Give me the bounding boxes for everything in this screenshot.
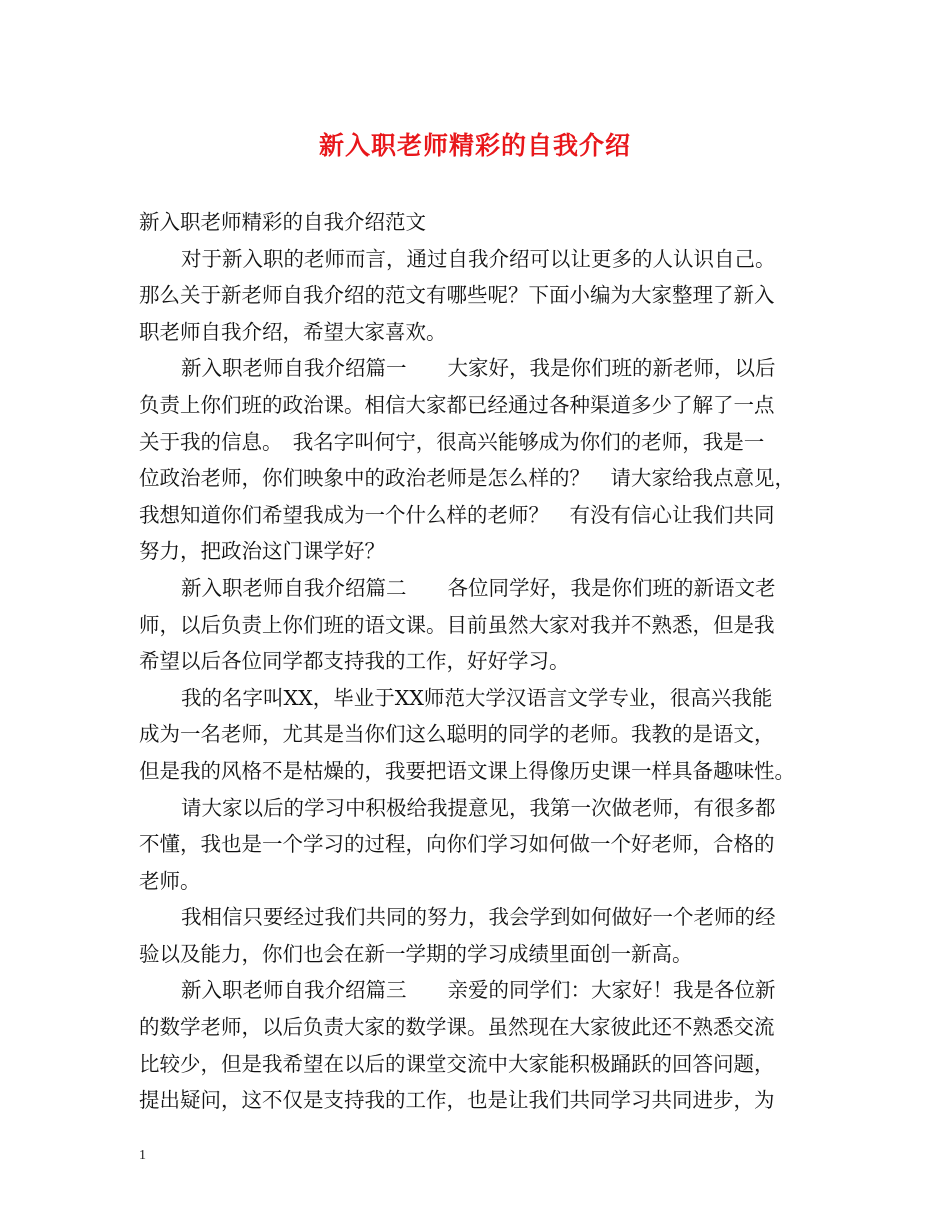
text-line: 我的名字叫XX，毕业于XX师范大学汉语言文学专业，很高兴我能: [181, 685, 773, 710]
text-line: 我相信只要经过我们共同的努力，我会学到如何做好一个老师的经: [181, 905, 776, 930]
text-line: 新入职老师自我介绍篇一 大家好，我是你们班的新老师，以后: [181, 356, 776, 381]
text-line: 新入职老师自我介绍篇三 亲爱的同学们：大家好！我是各位新: [181, 978, 776, 1003]
text-line: 的数学老师，以后负责大家的数学课。虽然现在大家彼此还不熟悉交流: [139, 1015, 775, 1040]
text-line: 比较少，但是我希望在以后的课堂交流中大家能积极踊跃的回答问题，: [139, 1051, 775, 1076]
text-line: 提出疑问，这不仅是支持我的工作，也是让我们共同学习共同进步，为: [139, 1088, 775, 1113]
text-line: 位政治老师，你们映象中的政治老师是怎么样的？ 请大家给我点意见，: [139, 466, 795, 491]
text-line: 负责上你们班的政治课。相信大家都已经通过各种渠道多少了解了一点: [139, 392, 775, 417]
text-line: 成为一名老师，尤其是当你们这么聪明的同学的老师。我教的是语文，: [139, 722, 775, 747]
text-line: 师，以后负责上你们班的语文课。目前虽然大家对我并不熟悉，但是我: [139, 612, 775, 637]
text-line: 新入职老师精彩的自我介绍范文: [139, 210, 426, 234]
text-line: 那么关于新老师自我介绍的范文有哪些呢？下面小编为大家整理了新入: [139, 283, 775, 308]
text-line: 努力，把政治这门课学好？: [139, 539, 385, 564]
text-line: 对于新入职的老师而言，通过自我介绍可以让更多的人认识自己。: [181, 246, 776, 271]
text-line: 希望以后各位同学都支持我的工作，好好学习。: [139, 649, 570, 674]
document-title: 新入职老师精彩的自我介绍: [318, 131, 631, 160]
text-line: 老师。: [139, 868, 201, 893]
text-line: 请大家以后的学习中积极给我提意见，我第一次做老师，有很多都: [181, 795, 776, 820]
text-line: 但是我的风格不是枯燥的，我要把语文课上得像历史课一样具备趣味性。: [139, 758, 795, 783]
text-line: 我想知道你们希望我成为一个什么样的老师？ 有没有信心让我们共同: [139, 502, 775, 527]
text-line: 职老师自我介绍，希望大家喜欢。: [139, 319, 447, 344]
text-line: 新入职老师自我介绍篇二 各位同学好，我是你们班的新语文老: [181, 575, 776, 600]
text-line: 关于我的信息。 我名字叫何宁，很高兴能够成为你们的老师，我是一: [139, 429, 765, 454]
text-line: 不懂，我也是一个学习的过程，向你们学习如何做一个好老师，合格的: [139, 832, 775, 857]
document-body: [139, 204, 815, 1119]
page-number: 1: [139, 1148, 146, 1163]
text-line: 验以及能力，你们也会在新一学期的学习成绩里面创一新高。: [139, 941, 693, 966]
